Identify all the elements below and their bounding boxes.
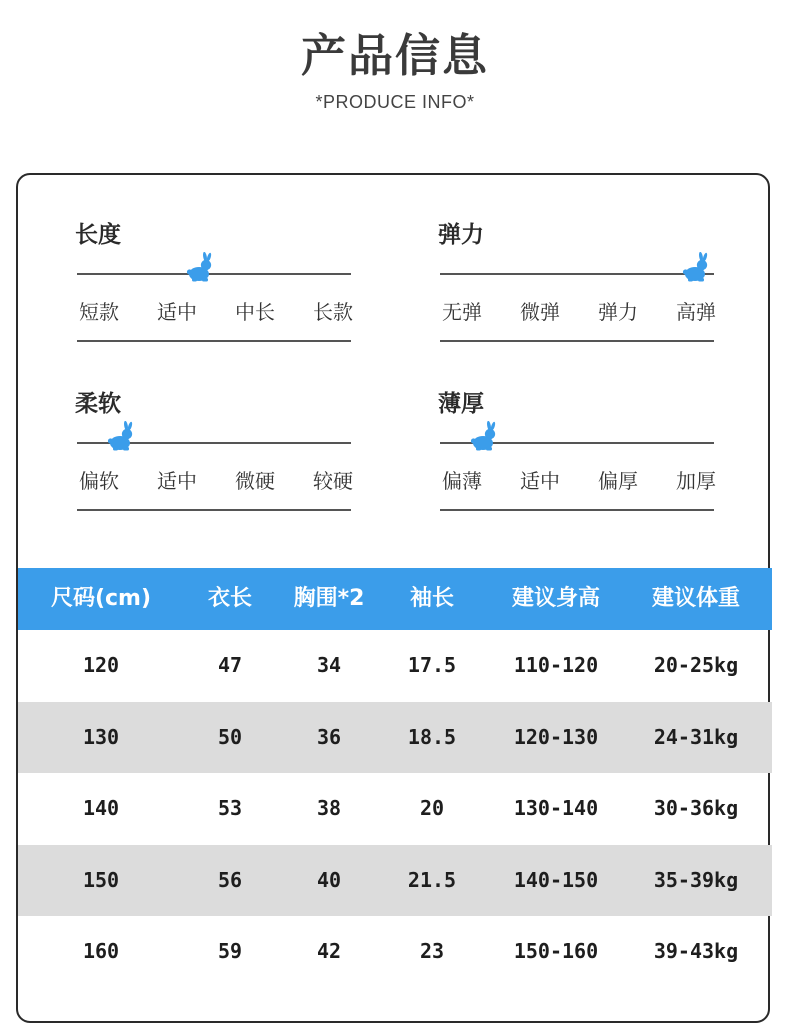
- scale-option: 偏薄: [442, 469, 482, 493]
- table-cell: 30-36kg: [653, 796, 739, 820]
- divider: [77, 509, 351, 511]
- attribute-title: 弹力: [438, 222, 484, 248]
- scale-option: 适中: [157, 469, 197, 493]
- divider: [440, 340, 714, 342]
- scale-option: 微硬: [235, 469, 275, 493]
- column-header: 建议体重: [651, 586, 740, 611]
- scale-option: 适中: [157, 300, 197, 324]
- table-cell: 130: [82, 724, 120, 749]
- table-cell: 50: [217, 724, 243, 749]
- attribute-title: 长度: [75, 222, 121, 248]
- scale-options: [440, 465, 714, 495]
- scale-options: [77, 296, 351, 326]
- scale-option: 较硬: [313, 469, 353, 493]
- scale-option: 弹力: [598, 300, 638, 324]
- rabbit-icon: [185, 252, 215, 282]
- table-row: [18, 773, 772, 844]
- column-header: 建议身高: [511, 586, 600, 611]
- table-cell: 23: [419, 939, 445, 963]
- column-header: 尺码(cm): [50, 586, 152, 611]
- scale-option: 长款: [313, 300, 353, 324]
- scale-option: 中长: [235, 300, 275, 324]
- attribute-elasticity: [440, 216, 714, 356]
- table-cell: 20-25kg: [653, 653, 739, 677]
- column-header: 衣长: [207, 586, 252, 611]
- table-cell: 38: [316, 796, 342, 820]
- scale-option: 加厚: [676, 469, 716, 493]
- table-cell: 47: [217, 653, 243, 677]
- rabbit-icon: [681, 252, 711, 282]
- scale-option: 适中: [520, 469, 560, 493]
- table-cell: 21.5: [407, 867, 457, 892]
- table-cell: 150-160: [513, 939, 599, 963]
- table-row: [18, 916, 772, 987]
- rabbit-icon: [106, 421, 136, 451]
- table-cell: 20: [419, 796, 445, 820]
- scale-option: 偏软: [79, 469, 119, 493]
- attribute-softness: [77, 385, 351, 525]
- table-cell: 53: [217, 796, 243, 820]
- table-row: [18, 702, 772, 773]
- column-header: 胸围*2: [293, 586, 365, 611]
- table-cell: 36: [316, 724, 342, 749]
- table-row: [18, 630, 772, 701]
- rabbit-icon: [469, 421, 499, 451]
- table-cell: 130-140: [513, 796, 599, 820]
- table-cell: 34: [316, 653, 342, 677]
- table-cell: 150: [82, 867, 120, 892]
- scale-option: 无弹: [442, 300, 482, 324]
- table-row: [18, 845, 772, 916]
- table-cell: 17.5: [407, 653, 457, 677]
- table-cell: 120-130: [513, 724, 599, 749]
- size-table-header: [18, 568, 772, 630]
- table-cell: 42: [316, 939, 342, 963]
- table-cell: 110-120: [513, 653, 599, 677]
- table-cell: 24-31kg: [653, 724, 739, 749]
- column-header: 袖长: [409, 586, 454, 611]
- scale-line: [440, 273, 714, 275]
- divider: [77, 340, 351, 342]
- scale-option: 短款: [79, 300, 119, 324]
- table-cell: 140: [82, 796, 120, 820]
- table-cell: 18.5: [407, 724, 457, 749]
- table-cell: 140-150: [513, 867, 599, 892]
- page-subtitle: *PRODUCE INFO*: [315, 92, 475, 112]
- table-cell: 56: [217, 867, 243, 892]
- table-cell: 59: [217, 939, 243, 963]
- scale-options: [440, 296, 714, 326]
- table-cell: 39-43kg: [653, 939, 739, 963]
- table-cell: 160: [82, 939, 120, 963]
- divider: [440, 509, 714, 511]
- attribute-title: 薄厚: [438, 391, 484, 417]
- attribute-title: 柔软: [75, 391, 121, 417]
- scale-option: 偏厚: [598, 469, 638, 493]
- page-title: 产品信息: [300, 29, 489, 82]
- scale-option: 高弹: [676, 300, 716, 324]
- scale-option: 微弹: [520, 300, 560, 324]
- table-cell: 120: [82, 653, 120, 677]
- scale-options: [77, 465, 351, 495]
- table-cell: 35-39kg: [653, 867, 739, 892]
- attribute-length: [77, 216, 351, 356]
- attribute-thickness: [440, 385, 714, 525]
- table-cell: 40: [316, 867, 342, 892]
